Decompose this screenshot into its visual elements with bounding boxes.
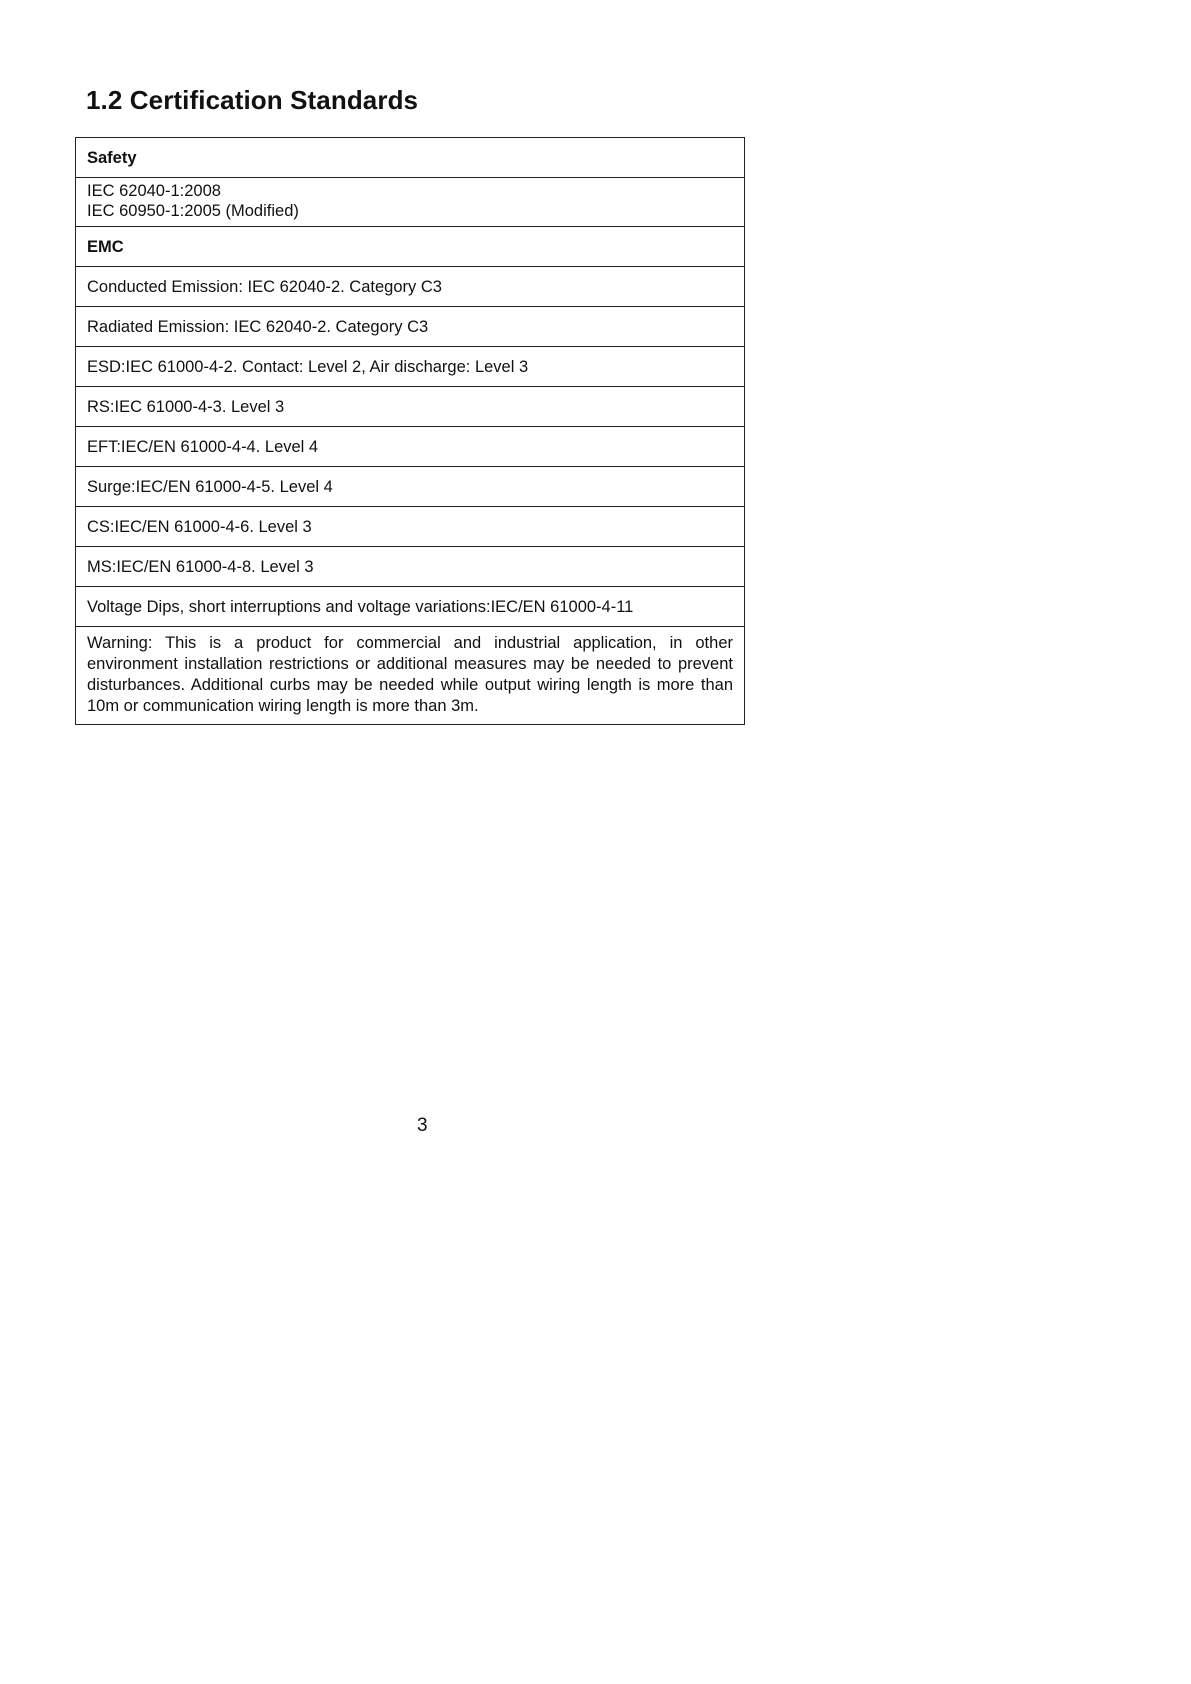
safety-items-cell	[76, 178, 745, 227]
table-row	[76, 267, 745, 307]
table-row	[76, 507, 745, 547]
safety-item: IEC 60950-1:2005 (Modified)	[87, 202, 299, 220]
emc-item: Voltage Dips, short interruptions and voltage variations:IEC/EN 61000-4-11	[76, 587, 745, 627]
safety-item: IEC 62040-1:2008	[87, 182, 221, 200]
emc-item: CS:IEC/EN 61000-4-6. Level 3	[76, 507, 745, 547]
table-row	[76, 547, 745, 587]
table-row	[76, 347, 745, 387]
table-row	[76, 427, 745, 467]
emc-item: Radiated Emission: IEC 62040-2. Category C3	[76, 307, 745, 347]
emc-item: RS:IEC 61000-4-3. Level 3	[76, 387, 745, 427]
table-row	[76, 587, 745, 627]
emc-item: ESD:IEC 61000-4-2. Contact: Level 2, Air discharge: Level 3	[76, 347, 745, 387]
page-number: 3	[417, 1115, 428, 1136]
table-row	[76, 467, 745, 507]
table-row	[76, 307, 745, 347]
table-row	[76, 387, 745, 427]
table-row	[76, 227, 745, 267]
warning-text: Warning: This is a product for commercial and industrial application, in other environment installation restrictions or additional measures may be needed to prevent disturbances. Additional curbs may be needed while output wiring length is more than 10m or communication wiring length is more than 3m.	[76, 627, 745, 725]
emc-item: EFT:IEC/EN 61000-4-4. Level 4	[76, 427, 745, 467]
table-row	[76, 138, 745, 178]
certification-standards-table	[75, 137, 745, 725]
emc-item: MS:IEC/EN 61000-4-8. Level 3	[76, 547, 745, 587]
emc-item: Surge:IEC/EN 61000-4-5. Level 4	[76, 467, 745, 507]
emc-item: Conducted Emission: IEC 62040-2. Category C3	[76, 267, 745, 307]
page-title: 1.2 Certification Standards	[86, 85, 419, 115]
table-row	[76, 178, 745, 227]
emc-heading: EMC	[76, 227, 745, 267]
safety-heading: Safety	[76, 138, 745, 178]
table-row	[76, 627, 745, 725]
